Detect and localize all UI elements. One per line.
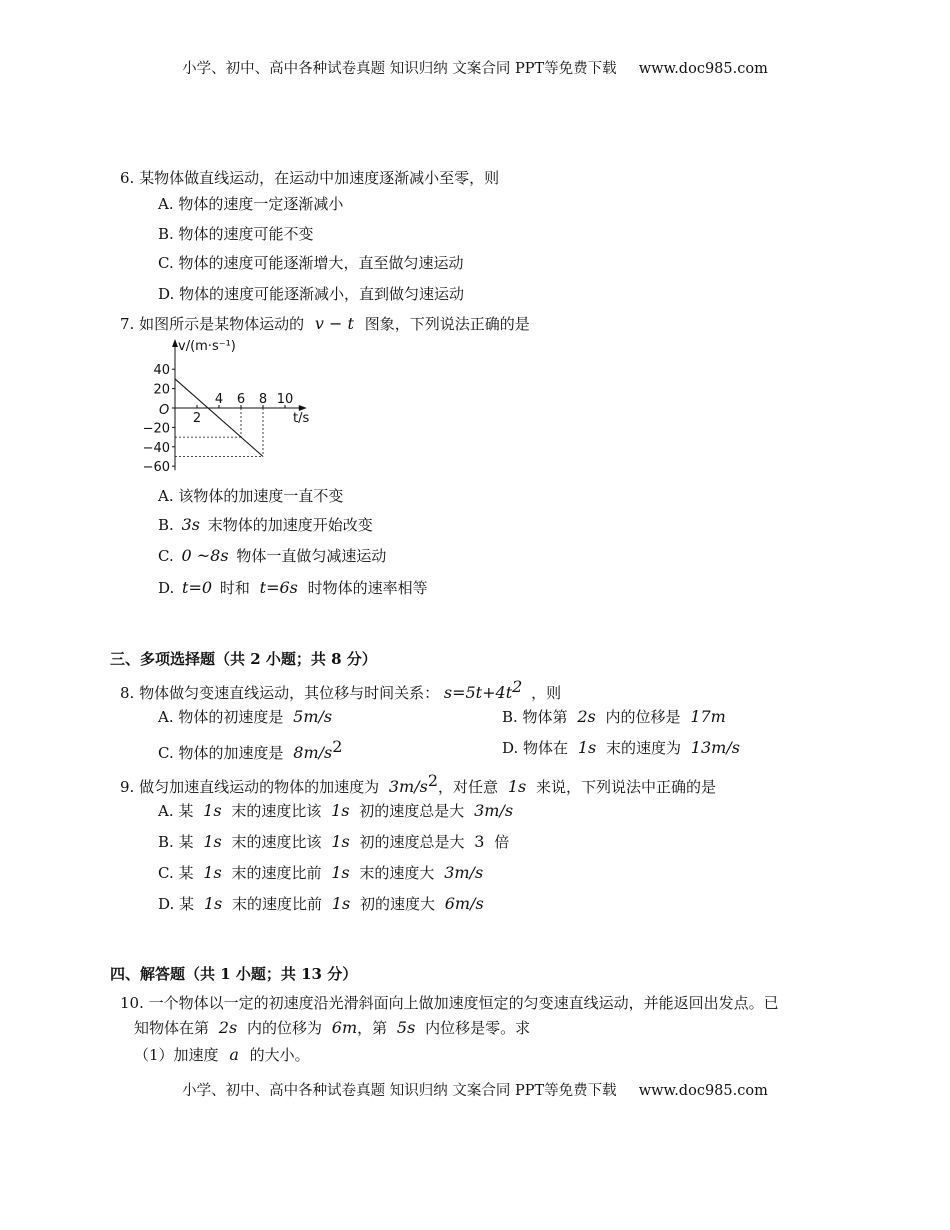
q10-l2-m3: 5s (396, 1018, 416, 1037)
q10-l2-pre: 知物体在第 (134, 1019, 210, 1037)
graph-origin-label: O (159, 403, 170, 418)
q10-l2-post: 内位移是零。求 (425, 1019, 531, 1037)
q9-stem-post: 来说，下列说法中正确的是 (535, 778, 716, 796)
vt-graph (140, 335, 320, 475)
q9-stem-math2: 1s (507, 777, 527, 796)
q7-d-post: 时物体的速率相等 (307, 579, 428, 597)
q10-sub1-math: a (229, 1045, 239, 1064)
q10-l2-mid2: ，第 (357, 1019, 388, 1037)
q9-option-c (158, 862, 483, 883)
q8-stem-pre: 8. 物体做匀变速直线运动，其位移与时间关系： (120, 684, 440, 702)
q9-b-m2: 1s (331, 832, 350, 851)
q8-d-mid: 末的速度为 (605, 739, 681, 757)
q9-a-pre: A. 某 (158, 802, 194, 820)
x-tick-label: 2 (192, 411, 202, 426)
graph-series (175, 379, 263, 457)
q7-option-a: A. 该物体的加速度一直不变 (158, 487, 344, 505)
q9-a-mid: 末的速度比该 (231, 802, 322, 820)
q9-a-post: 初的速度总是大 (359, 802, 465, 820)
x-tick-label: 10 (276, 392, 294, 407)
q9-stem-pre: 9. 做匀加速直线运动的物体的加速度为 (120, 778, 380, 796)
q8-option-b (502, 706, 726, 727)
q9-d-m1: 1s (203, 894, 223, 913)
q9-option-a (158, 800, 513, 821)
q10-line1: 10. 一个物体以一定的初速度沿光滑斜面向上做加速度恒定的匀变速直线运动，并能返回出发点。已 (120, 994, 779, 1012)
q8-b-math2: 17m (690, 707, 726, 726)
q9-d-pre: D. 某 (158, 895, 195, 913)
q8-d-math: 1s (577, 738, 597, 757)
q7-b-pre: B. (158, 516, 174, 534)
q7-c-post: 物体一直做匀减速运动 (236, 547, 387, 565)
q9-b-post: 初的速度总是大 (359, 833, 465, 851)
q7-option-b (158, 514, 373, 535)
q9-d-m2: 1s (331, 894, 351, 913)
q7-stem-post: 图象，下列说法正确的是 (364, 315, 530, 333)
q7-d-mid: 时和 (219, 579, 250, 597)
q6-stem: 6. 某物体做直线运动，在运动中加速度逐渐减小至零，则 (120, 169, 500, 187)
page-header (0, 57, 950, 78)
q10-l2-m2: 6m (331, 1018, 358, 1037)
q9-a-m3: 3m/s (474, 801, 514, 820)
section3-title: 三、多项选择题（共 2 小题；共 8 分） (110, 650, 377, 668)
y-tick-label: −40 (142, 440, 170, 456)
y-tick-label: 40 (153, 363, 170, 379)
q9-b-pre: B. 某 (158, 833, 194, 851)
footer-text: 小学、初中、高中各种试卷真题 知识归纳 文案合同 PPT等免费下载 (182, 1083, 617, 1099)
q9-c-m3: 3m/s (444, 863, 484, 882)
graph-ticks (143, 363, 294, 475)
q8-d-pre: D. 物体在 (502, 739, 569, 757)
q7-stem (120, 313, 530, 334)
q9-stem-mid: ，对任意 (438, 778, 499, 796)
q6-option-a: A. 物体的速度一定逐渐减小 (158, 195, 344, 213)
page-footer (0, 1079, 950, 1100)
q7-c-math: 0 ~8s (181, 546, 229, 565)
q6-option-c: C. 物体的速度可能逐渐增大，直至做匀速运动 (158, 254, 464, 272)
q10-l2-m1: 2s (218, 1018, 238, 1037)
header-text: 小学、初中、高中各种试卷真题 知识归纳 文案合同 PPT等免费下载 (182, 61, 617, 77)
q9-d-post: 初的速度大 (359, 895, 435, 913)
graph-ylabel: v/(m·s⁻¹) (178, 339, 236, 354)
q9-d-mid: 末的速度比前 (231, 895, 322, 913)
series-line-v (175, 379, 263, 457)
y-tick-label: −20 (142, 421, 170, 437)
q9-option-d (158, 893, 484, 914)
graph-xlabel: t/s (293, 411, 310, 426)
q9-c-post: 末的速度大 (359, 864, 435, 882)
q7-c-pre: C. (158, 547, 174, 565)
q8-option-a (158, 706, 332, 727)
header-site: www.doc985.com (638, 61, 768, 77)
q8-stem (120, 677, 561, 703)
footer-site: www.doc985.com (638, 1083, 768, 1099)
q7-stem-math: v − t (314, 314, 354, 333)
q8-c-pre: C. 物体的加速度是 (158, 744, 284, 762)
q8-option-c (158, 737, 342, 763)
q9-b-end: 倍 (494, 833, 510, 851)
q7-b-math: 3s (181, 515, 200, 534)
q9-c-mid: 末的速度比前 (231, 864, 322, 882)
q9-b-mid: 末的速度比该 (231, 833, 322, 851)
q8-a-pre: A. 物体的初速度是 (158, 708, 284, 726)
q10-sub1-pre: （1）加速度 (134, 1046, 219, 1064)
q7-option-d (158, 577, 428, 598)
y-tick-label: 20 (153, 382, 170, 398)
q8-stem-post: ，则 (531, 684, 562, 702)
q9-c-pre: C. 某 (158, 864, 194, 882)
q10-sub1 (134, 1044, 310, 1065)
q9-option-b (158, 831, 509, 852)
q6-option-d: D. 物体的速度可能逐渐减小，直到做匀速运动 (158, 285, 465, 303)
x-tick-label: 6 (236, 392, 246, 407)
q7-d-math2: t=6s (259, 578, 298, 597)
q8-option-d (502, 737, 740, 758)
q9-a-m1: 1s (203, 801, 222, 820)
q7-option-c (158, 545, 386, 566)
q9-c-m2: 1s (331, 863, 350, 882)
q8-d-math2: 13m/s (690, 738, 740, 757)
section4-title: 四、解答题（共 1 小题；共 13 分） (110, 965, 358, 983)
q8-stem-math: s=5t+4t (443, 683, 513, 702)
q6-option-b: B. 物体的速度可能不变 (158, 225, 314, 243)
q9-a-m2: 1s (331, 801, 350, 820)
q7-d-pre: D. (158, 579, 175, 597)
q7-b-post: 末物体的加速度开始改变 (207, 516, 373, 534)
q8-b-pre: B. 物体第 (502, 708, 568, 726)
q8-c-math: 8m/s (293, 743, 333, 762)
x-tick-label: 8 (258, 392, 268, 407)
q7-stem-pre: 7. 如图所示是某物体运动的 (120, 315, 305, 333)
q9-c-m1: 1s (203, 863, 222, 882)
q8-b-math: 2s (577, 707, 596, 726)
q9-b-m3: 3 (474, 832, 485, 851)
q8-a-math: 5m/s (293, 707, 333, 726)
q10-sub1-post: 的大小。 (249, 1046, 310, 1064)
q9-d-m3: 6m/s (444, 894, 484, 913)
graph-guides (175, 408, 263, 457)
q10-line2 (134, 1017, 530, 1038)
y-tick-label: −60 (142, 460, 170, 475)
q9-stem-math: 3m/s (388, 777, 428, 796)
q7-d-math1: t=0 (182, 578, 213, 597)
q9-stem-sup: 2 (427, 771, 439, 790)
q9-stem (120, 771, 716, 797)
q8-stem-sup: 2 (512, 677, 523, 696)
q10-l2-mid1: 内的位移为 (246, 1019, 322, 1037)
x-tick-label: 4 (214, 392, 224, 407)
q9-b-m1: 1s (203, 832, 222, 851)
q8-b-mid: 内的位移是 (605, 708, 681, 726)
q8-c-sup: 2 (332, 737, 343, 756)
